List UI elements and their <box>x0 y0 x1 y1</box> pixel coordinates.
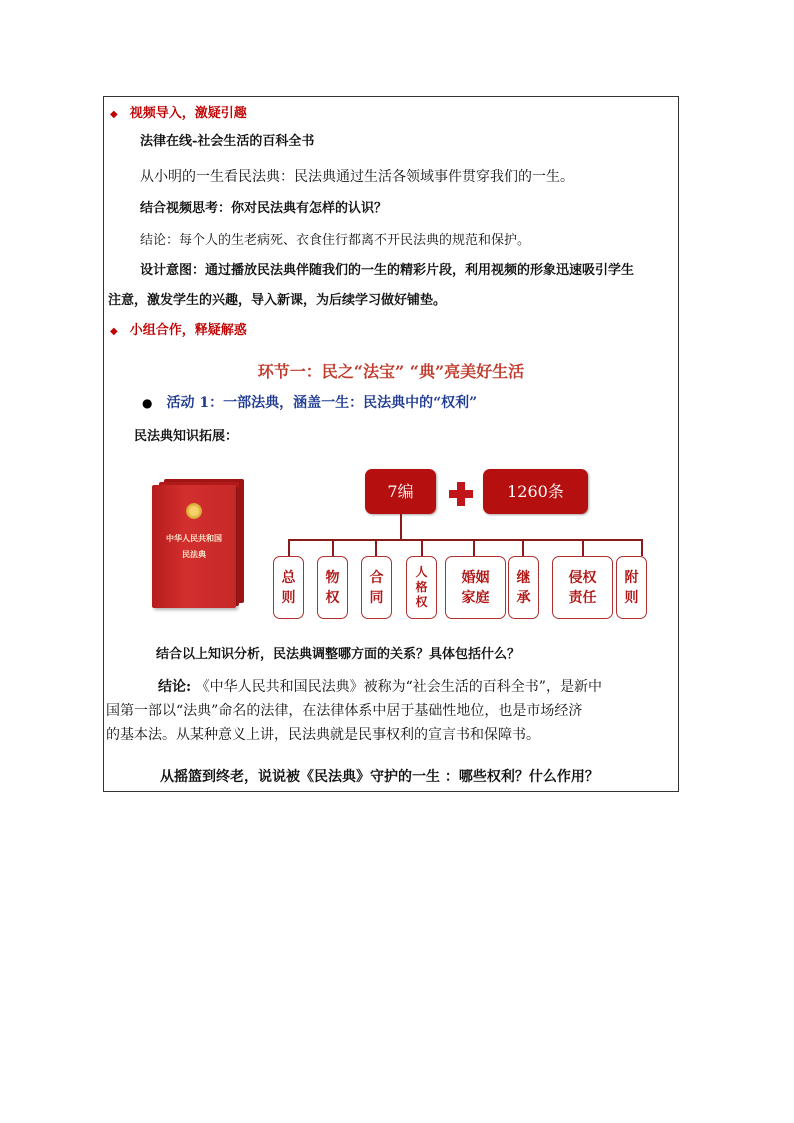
conclusion-text-line1: 《中华人民共和国民法典》被称为“社会生活的百科全书”，是新中 <box>195 679 602 695</box>
video-summary: 从小明的一生看民法典：民法典通过生活各领域事件贯穿我们的一生。 <box>140 169 574 185</box>
conclusion-text-line2: 国第一部以“法典”命名的法律，在法律体系中居于基础性地位，也是市场经济 <box>106 703 583 719</box>
category-general: 总则 <box>273 556 304 619</box>
section2-heading: 小组合作，释疑解惑 <box>129 323 247 338</box>
design-intent-line1: 设计意图：通过播放民法典伴随我们的一生的精彩片段，利用视频的形象迅速吸引学生 <box>140 263 635 278</box>
connector-drop <box>332 539 334 556</box>
category-personality: 人格权 <box>406 556 437 619</box>
video-conclusion: 结论：每个人的生老病死、衣食住行都离不开民法典的规范和保护。 <box>140 233 531 248</box>
bullet-dot-icon: ● <box>142 396 153 410</box>
section1-heading-row <box>110 106 247 123</box>
connector-drop <box>473 539 475 556</box>
category-property: 物权 <box>317 556 348 619</box>
category-supplementary: 附则 <box>616 556 647 619</box>
final-question: 从摇篮到终老，说说被《民法典》守护的一生 ：哪些权利？什么作用？ <box>160 769 599 785</box>
book-title-line2: 民法典 <box>182 549 206 559</box>
video-title: 法律在线-社会生活的百科全书 <box>140 134 315 149</box>
category-marriage-family: 婚姻家庭 <box>445 556 506 619</box>
design-intent-line2: 注意，激发学生的兴趣，导入新课，为后续学习做好铺垫。 <box>108 293 447 308</box>
conclusion-label: 结论: <box>158 679 192 695</box>
connector-drop <box>641 539 643 556</box>
book-title-line1: 中华人民共和国 <box>166 533 222 543</box>
parts-count-box: 7编 <box>365 469 436 514</box>
connector-drop <box>288 539 290 556</box>
connector-bar <box>288 539 643 541</box>
plus-icon <box>449 482 473 506</box>
section1-heading: 视频导入，激疑引趣 <box>129 106 247 121</box>
connector-stem <box>400 514 402 540</box>
conclusion-text-line3: 的基本法。从某种意义上讲，民法典就是民事权利的宣言书和保障书。 <box>106 727 540 743</box>
diamond-bullet-icon: ◆ <box>110 109 118 120</box>
connector-drop <box>582 539 584 556</box>
activity-row <box>142 395 477 411</box>
content-frame <box>103 96 679 792</box>
section2-heading-row <box>110 323 247 340</box>
connector-drop <box>522 539 524 556</box>
section2-title: 环节一：民之“法宝” “典”亮美好生活 <box>257 362 525 381</box>
articles-count-box: 1260条 <box>483 469 588 514</box>
diamond-bullet-icon: ◆ <box>110 326 118 337</box>
connector-drop <box>375 539 377 556</box>
conclusion-paragraph <box>106 675 676 747</box>
category-contract: 合同 <box>361 556 392 619</box>
video-question: 结合视频思考：你对民法典有怎样的认识？ <box>140 201 388 216</box>
civil-code-book <box>152 485 236 608</box>
activity-label: 活动 1：一部法典，涵盖一生：民法典中的“权利” <box>166 395 478 411</box>
national-emblem-icon <box>186 503 202 519</box>
category-succession: 继承 <box>508 556 539 619</box>
connector-drop <box>421 539 423 556</box>
knowledge-extension-label: 民法典知识拓展： <box>134 429 239 444</box>
category-tort-liability: 侵权责任 <box>552 556 613 619</box>
analysis-question: 结合以上知识分析，民法典调整哪方面的关系？具体包括什么？ <box>156 647 521 662</box>
